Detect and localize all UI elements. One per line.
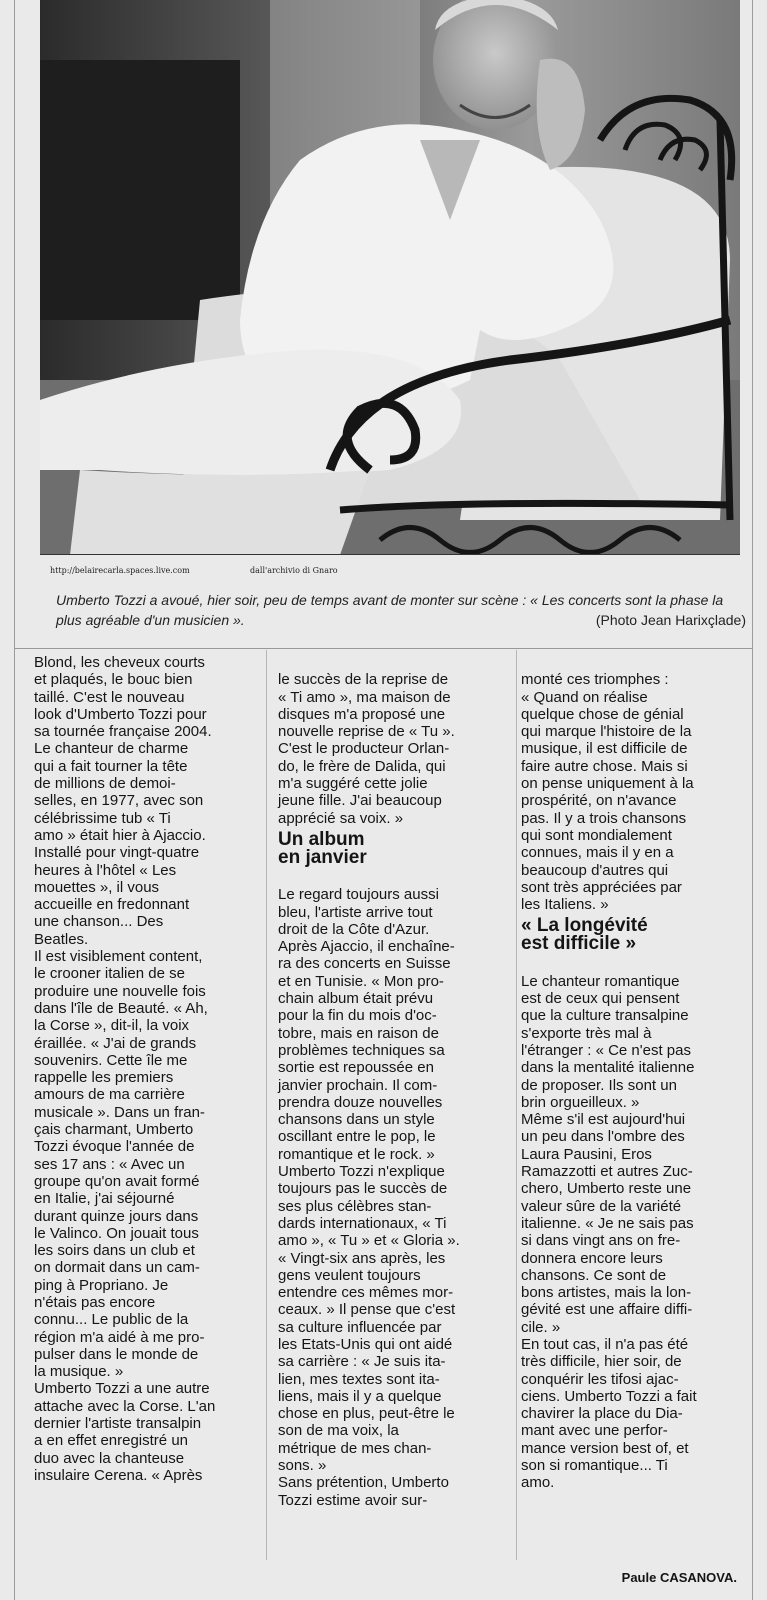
column-3-text-b: Le chanteur romantique est de ceux qui pensent que la culture transalpine s'exporte très mal à l'étranger : « Ce n'est pas dans la mentalité italienne de proposer. Ils sont un brin orgueilleux. » Même s'il est aujourd'hui un peu dans l'ombre des Laura Pausini, Eros Ramazzotti et autres Zuc- chero, Umberto reste une valeur sûre de la variété italienne. « Je ne sais pas si dans vingt ans on fre- donnera encore leurs chansons. Ce sont de bons artistes, mais la lon- gévité est une affaire diffi- cile. » En tout cas, il n'a pas été très difficile, hier soir, de conquérir les tifosi ajac- ciens. Umberto Tozzi a fait chavirer la place du Dia- mant avec une perfor- mance version best of, et son si romantique... Ti amo.: [521, 972, 697, 1492]
column-2-text-b: Le regard toujours aussi bleu, l'artiste arrive tout droit de la Côte d'Azur. Après Ajaccio, il enchaîne- ra des concerts en Suisse et en Tunisie. « Mon pro- chain album était prévu pour la fin du mois d'oc- tobre, mais en raison de problèmes techniques sa sortie est repoussée en janvier prochain. Il com- prendra douze nouvelles chansons dans un style oscillant entre le pop, le romantique et le rock. » Umberto Tozzi n'explique toujours pas le succès de ses plus célèbres stan- dards internationaux, « Ti amo », « Tu » et « Gloria ». « Vingt-six ans après, les gens veulent toujours entendre ces mêmes mor- ceaux. » Il pense que c'est sa culture influencée par les Etats-Unis qui ont aidé sa carrière : « Je suis ita- lien, mes textes sont ita- liens, mais il y a quelque chose en plus, peut-être le son de ma voix, la métrique de mes chan- sons. » Sans prétention, Umberto Tozzi estime avoir sur-: [278, 886, 460, 1509]
caption-text: Umberto Tozzi a avoué, hier soir, peu de temps avant de monter sur scène : « Les concerts sont la phase la plus agréable d'un musicien ».: [56, 592, 724, 628]
clipping-right-edge: [752, 0, 753, 1600]
photo-source-url: http://belairecarla.spaces.live.com: [50, 566, 190, 575]
article-column-3: [521, 654, 749, 1492]
article-column-1: Blond, les cheveux courts et plaqués, le bouc bien taillé. C'est le nouveau look d'Umberto Tozzi pour sa tournée française 2004. Le chanteur de charme qui a fait tourner la tête de millions de demoi- selles, en 1977, avec son célébrissime tub « Ti amo » était hier à Ajaccio. Installé pour vingt-quatre heures à l'hôtel « Les mouettes », il vous accueille en fredonnant une chanson... Des Beatles. Il est visiblement content, le crooner italien de se produire une nouvelle fois dans l'île de Beauté. « Ah, la Corse », dit-il, la voix éraillée. « J'ai de grands souvenirs. Cette île me rappelle les premiers amours de ma carrière musicale ». Dans un fran- çais charmant, Umberto Tozzi évoque l'année de ses 17 ans : « Avec un groupe qu'on avait formé en Italie, j'ai séjourné durant quinze jours dans le Valinco. On jouait tous les soirs dans un club et on dormait dans un cam- ping à Propriano. Je n'étais pas encore connu... Le public de la région m'a aidé à me pro- pulser dans le monde de la musique. » Umberto Tozzi a une autre attache avec la Corse. L'an dernier l'artiste transalpin a en effet enregistré un duo avec la chanteuse insulaire Cerena. « Après: [34, 654, 216, 1484]
portrait-photo: [40, 0, 740, 555]
article-column-2: [278, 654, 512, 1509]
subheading-album: Un album en janvier: [278, 828, 367, 868]
photo-illustration: [40, 0, 740, 555]
column-3-text-a: monté ces triomphes : « Quand on réalise quelque chose de génial qui marque l'histoire de la musique, il est difficile de faire autre chose. Mais si on pense uniquement à la prospérité, on n'avance pas. Il y a trois chansons qui sont mondialement connues, mais il y en a beaucoup d'autres qui sont très appréciées par les Italiens. »: [521, 671, 694, 914]
photographer-credit: (Photo Jean Harixçlade): [595, 612, 746, 628]
photo-caption: [56, 590, 746, 630]
caption-divider: [14, 648, 752, 649]
clipping-left-edge: [14, 0, 15, 1600]
author-signature: Paule CASANOVA.: [621, 1570, 737, 1585]
photo-archive-credit: dall'archivio di Gnaro: [250, 566, 338, 575]
column-divider-1: [266, 650, 267, 1560]
column-divider-2: [516, 650, 517, 1560]
subheading-longevite: « La longévité est difficile »: [521, 915, 648, 955]
column-2-text-a: le succès de la reprise de « Ti amo », ma maison de disques m'a proposé une nouvelle reprise de « Tu ». C'est le producteur Orlan- do, le frère de Dalida, qui m'a suggéré cette jolie jeune fille. J'ai beaucoup apprécié sa voix. »: [278, 671, 455, 827]
